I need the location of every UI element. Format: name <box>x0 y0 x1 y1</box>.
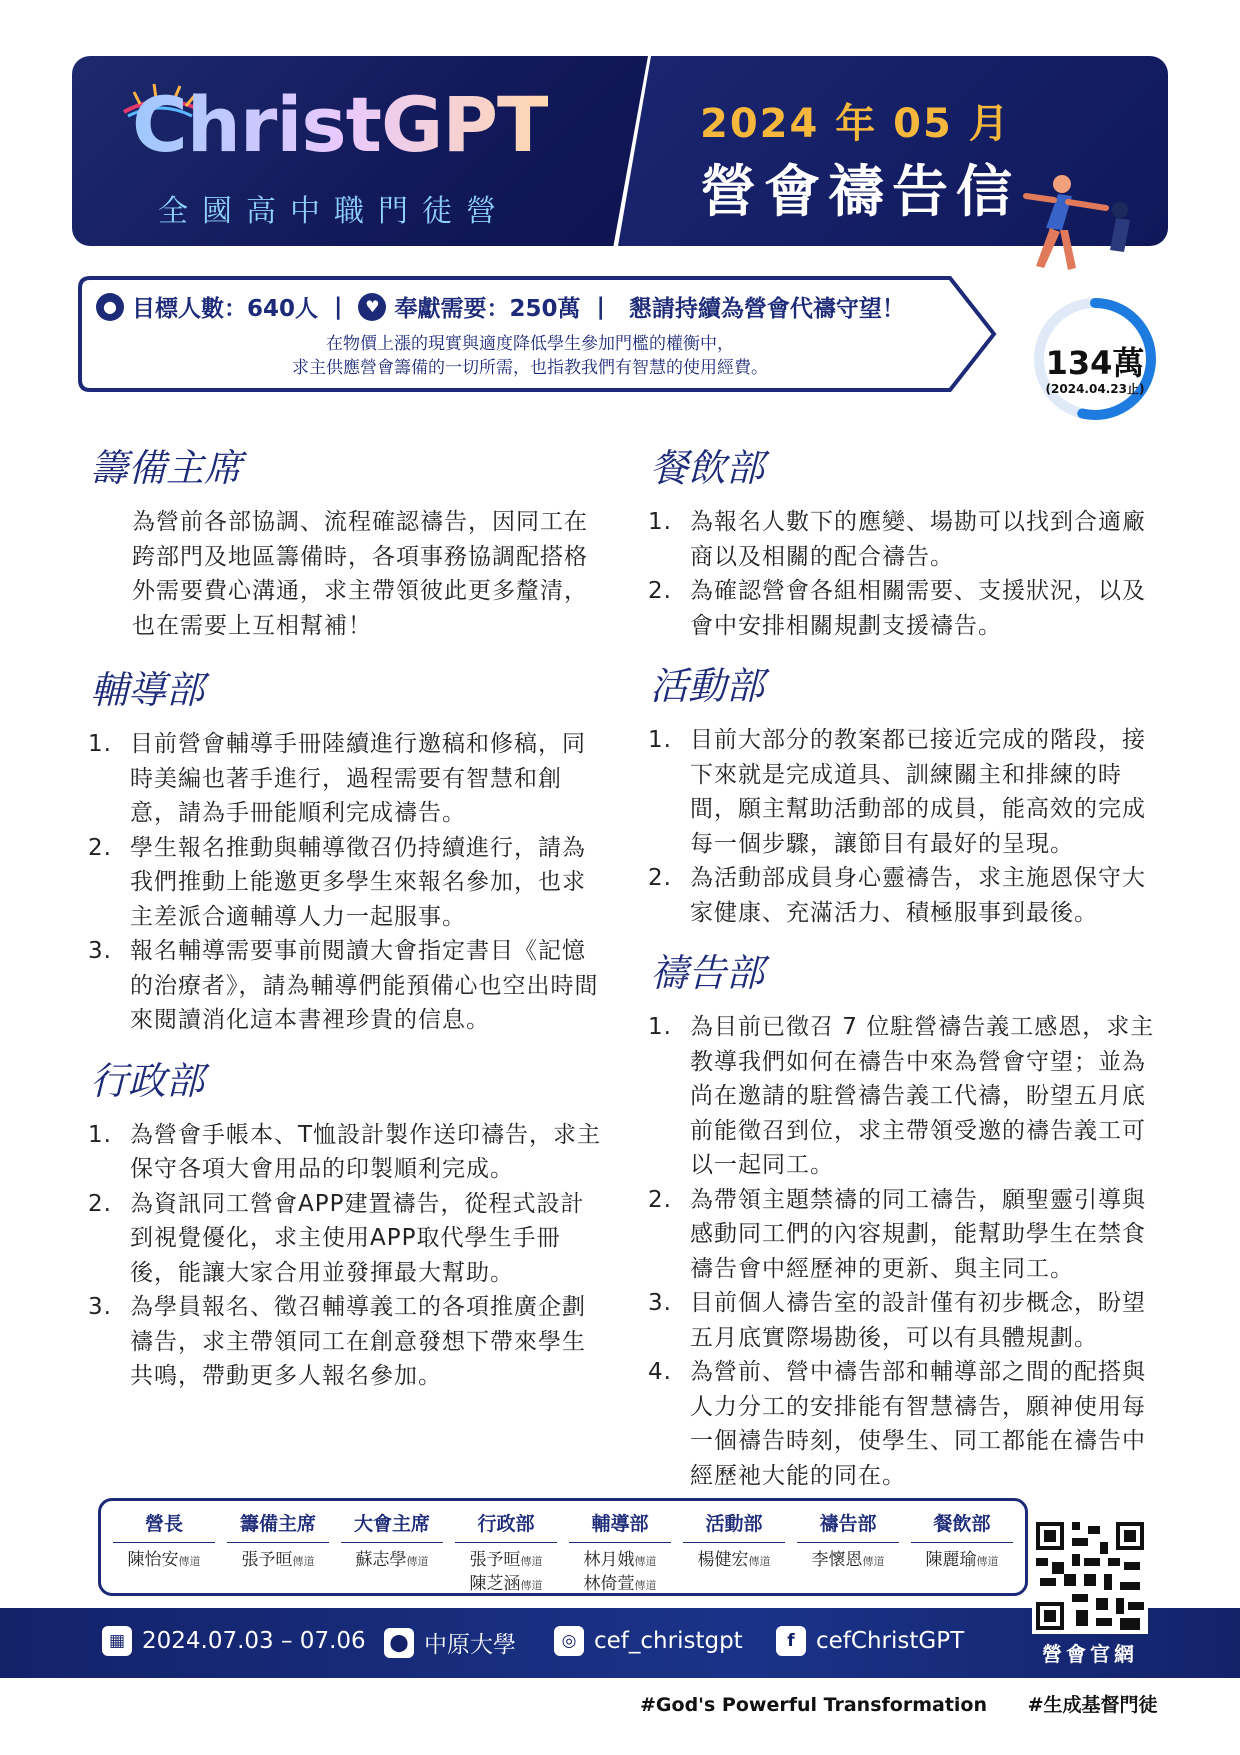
staff-table <box>98 1498 1028 1596</box>
raised-date: (2024.04.23止) <box>1045 382 1145 396</box>
logo-text: ChristGPT <box>132 80 548 169</box>
list-item: 1. 目前營會輔導手冊陸續進行邀稿和修稿，同時美編也著手進行，過程需要有智慧和創意，請為手冊能順利完成禱告。 <box>88 731 586 826</box>
hashtags <box>640 1690 1158 1717</box>
section-title: 餐飲部 <box>650 446 765 490</box>
staff-role: 禱告部 <box>797 1509 899 1543</box>
section-title: 禱告部 <box>650 951 765 995</box>
banner-desc-line: 在物價上漲的現實與適度降低學生參加門檻的權衡中， <box>326 334 734 354</box>
footer-facebook[interactable] <box>776 1626 964 1656</box>
list-item: 3. 目前個人禱告室的設計僅有初步概念，盼望五月底實際場勘後，可以有具體規劃。 <box>648 1290 1146 1351</box>
page-title: 營會禱告信 <box>700 160 1020 225</box>
section-activities <box>646 663 1166 930</box>
staff-role: 餐飲部 <box>911 1509 1013 1543</box>
staff-role: 活動部 <box>683 1509 785 1543</box>
staff-name: 張予晅傳道 <box>241 1550 315 1570</box>
divider: | <box>326 293 351 320</box>
staff-role: 輔導部 <box>569 1509 671 1543</box>
banner-summary <box>96 290 905 323</box>
divider: | <box>588 293 621 320</box>
list-item: 1. 為目前已徵召 7 位駐營禱告義工感恩，求主教導我們如何在禱告中來為營會守望；並為尚在邀請的駐營禱告義工代禱，盼望五月底前能徵召到位，求主帶領受邀的禱告義工可以一起同工。 <box>648 1014 1155 1178</box>
list-item: 1. 為報名人數下的應變、場勘可以找到合適廠商以及相關的配合禱告。 <box>648 509 1146 570</box>
prayer-list <box>86 727 606 1038</box>
list-item: 3. 為學員報名、徵召輔導義工的各項推廣企劃禱告，求主帶領同工在創意發想下帶來學生共鳴，帶動更多人報名參加。 <box>88 1294 586 1389</box>
staff-role: 行政部 <box>455 1509 557 1543</box>
list-item: 1. 目前大部分的教案都已接近完成的階段，接下來就是完成道具、訓練關主和排練的時間，願主幫助活動部的成員，能高效的完成每一個步驟，讓節目有最好的呈現。 <box>648 727 1146 857</box>
hashtag: #生成基督門徒 <box>1027 1694 1158 1716</box>
prayer-list <box>86 1118 606 1394</box>
staff-column <box>449 1509 563 1597</box>
person-icon: ● <box>96 293 124 321</box>
runners-illustration <box>1010 170 1150 290</box>
section-counseling <box>86 667 606 1038</box>
location-pin-icon: ⬤ <box>384 1628 414 1658</box>
issue-date: 2024 年 05 月 <box>700 101 1011 147</box>
prayer-list <box>646 1010 1166 1493</box>
section-title: 籌備主席 <box>90 446 243 490</box>
left-column <box>86 445 606 1414</box>
facebook-handle[interactable]: cefChristGPT <box>816 1628 965 1654</box>
staff-column <box>563 1509 677 1597</box>
prayer-list <box>646 505 1166 643</box>
logo-subtitle: 全國高中職門徒營 <box>158 194 510 229</box>
qr-label: 營會官網 <box>1042 1642 1138 1666</box>
staff-column <box>905 1509 1019 1573</box>
list-item: 2. 為確認營會各組相關需要、支援狀況，以及會中安排相關規劃支援禱告。 <box>648 578 1146 639</box>
prayer-list <box>646 723 1166 930</box>
section-chair <box>86 445 606 643</box>
section-paragraph: 為營前各部協調、流程確認禱告，因同工在跨部門及地區籌備時，各項事務協調配搭格外需要費心溝通，求主帶領彼此更多釐清，也在需要上互相幫補！ <box>132 509 588 639</box>
staff-name: 林倚萱傳道 <box>583 1574 657 1594</box>
staff-role: 大會主席 <box>341 1509 443 1543</box>
staff-column <box>335 1509 449 1573</box>
staff-name: 李懷恩傳道 <box>811 1550 885 1570</box>
section-title: 輔導部 <box>90 668 205 712</box>
instagram-handle[interactable]: cef_christgpt <box>594 1628 743 1654</box>
section-catering <box>646 445 1166 643</box>
hashtag: #God's Powerful Transformation <box>640 1694 988 1716</box>
list-item: 2. 為帶領主題禁禱的同工禱告，願聖靈引導與感動同工們的內容規劃，能幫助學生在禁食禱告會中經歷神的更新、與主同工。 <box>648 1186 1146 1282</box>
staff-name: 陳怡安傳道 <box>127 1550 201 1570</box>
section-prayer <box>646 950 1166 1493</box>
donation-hand-icon: ♥ <box>358 293 386 321</box>
list-item: 3. 報名輔導需要事前閱讀大會指定書目《記憶的治療者》，請為輔導們能預備心也空出時間來閱讀消化這本書裡珍貴的信息。 <box>88 938 599 1033</box>
staff-name: 陳芝涵傳道 <box>469 1574 543 1594</box>
section-admin <box>86 1058 606 1394</box>
raised-amount: 134萬 <box>1045 344 1145 382</box>
footer-instagram[interactable] <box>554 1626 743 1656</box>
qr-code-icon[interactable] <box>1032 1518 1148 1634</box>
list-item: 2. 為活動部成員身心靈禱告，求主施恩保守大家健康、充滿活力、積極服事到最後。 <box>648 865 1146 926</box>
staff-name: 蘇志學傳道 <box>355 1550 429 1570</box>
donation-need: 奉獻需要：250萬 <box>394 296 581 322</box>
staff-name: 楊健宏傳道 <box>697 1550 771 1570</box>
list-item: 1. 為營會手帳本、T恤設計製作送印禱告，求主保守各項大會用品的印製順利完成。 <box>88 1121 602 1182</box>
staff-name: 張予晅傳道 <box>469 1550 543 1570</box>
event-dates: 2024.07.03 – 07.06 <box>142 1628 366 1654</box>
section-title: 行政部 <box>90 1058 205 1103</box>
footer-dates <box>102 1626 366 1656</box>
staff-name: 林月娥傳道 <box>583 1550 657 1570</box>
staff-column <box>677 1509 791 1573</box>
calendar-icon: ▦ <box>102 1626 132 1656</box>
event-venue: 中原大學 <box>424 1632 516 1658</box>
prayer-appeal: 懇請持續為營會代禱守望！ <box>628 296 905 322</box>
list-item: 2. 學生報名推動與輔導徵召仍持續進行，請為我們推動上能邀更多學生來報名參加，也求主差派合適輔導人力一起服事。 <box>88 834 586 930</box>
staff-role: 籌備主席 <box>227 1509 329 1543</box>
instagram-icon: ◎ <box>554 1626 584 1656</box>
staff-column <box>221 1509 335 1573</box>
list-item: 4. 為營前、營中禱告部和輔導部之間的配搭與人力分工的安排能有智慧禱告，願神使用每一個禱告時刻，使學生、同工都能在禱告中經歷祂大能的同在。 <box>648 1359 1146 1489</box>
right-column <box>646 445 1166 1513</box>
target-count: 目標人數：640人 <box>132 296 319 322</box>
staff-column <box>791 1509 905 1573</box>
banner-description <box>140 332 920 380</box>
staff-column <box>107 1509 221 1573</box>
footer-venue <box>384 1626 516 1659</box>
staff-name: 陳麗瑜傳道 <box>925 1550 999 1570</box>
staff-role: 營長 <box>113 1509 215 1543</box>
facebook-icon: f <box>776 1626 806 1656</box>
banner-desc-line: 求主供應營會籌備的一切所需，也指教我們有智慧的使用經費。 <box>292 358 768 378</box>
list-item: 2. 為資訊同工營會APP建置禱告，從程式設計到視覺優化，求主使用APP取代學生手冊後，能讓大家合用並發揮最大幫助。 <box>88 1190 585 1286</box>
section-title: 活動部 <box>650 664 765 708</box>
